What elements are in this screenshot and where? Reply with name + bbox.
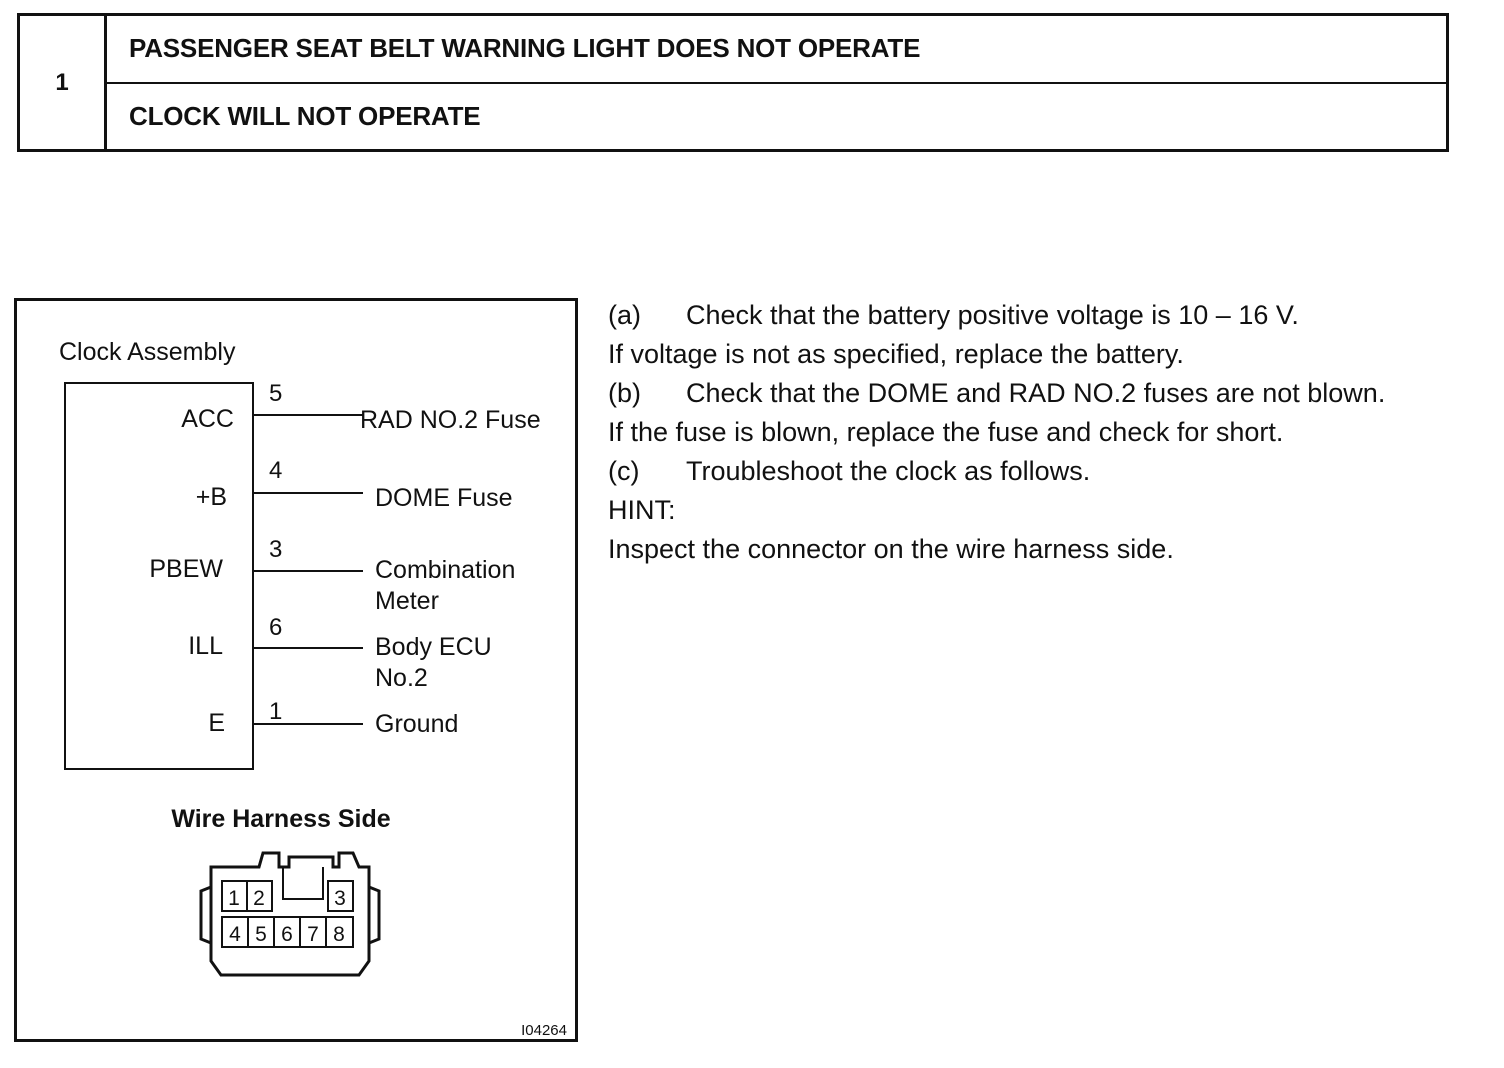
step-a-label: (a) [608,300,641,330]
connector-drawing [201,853,379,975]
pin-number: 8 [333,923,345,946]
step-b-text: Check that the DOME and RAD NO.2 fuses are not blown. [686,378,1386,408]
pin-number: 4 [229,923,241,946]
figure-code: I04264 [521,1022,567,1039]
step-c-label: (c) [608,456,640,486]
pin-number: 6 [281,923,293,946]
header-table [17,13,1449,152]
terminal-acc-pin: 5 [269,380,283,407]
diagram-svg [17,301,581,1045]
step-number: 1 [20,16,107,149]
hint-text: Inspect the connector on the wire harness side. [608,534,1174,564]
terminal-ill-dest: Body ECU [375,633,492,661]
clock-assembly-title: Clock Assembly [59,338,236,366]
terminal-pbew-dest-line2: Meter [375,587,439,615]
instructions [608,296,1450,569]
connector-key [283,867,323,899]
terminal-acc-label: ACC [181,405,234,433]
header-rows [107,16,1446,149]
pin-number: 1 [228,887,240,910]
step-a-note: If voltage is not as specified, replace the battery. [608,339,1184,369]
terminal-b-label: +B [195,483,227,511]
terminal-e-pin: 1 [269,698,283,725]
step-c-text: Troubleshoot the clock as follows. [686,456,1091,486]
terminal-ill-dest-line2: No.2 [375,664,428,692]
symptom-seat-belt-light: PASSENGER SEAT BELT WARNING LIGHT DOES NOT OPERATE [129,33,921,64]
terminal-acc-dest: RAD NO.2 Fuse [360,406,541,434]
wire-harness-title: Wire Harness Side [171,805,391,833]
terminal-b-dest: DOME Fuse [375,484,513,512]
terminal-ill-pin: 6 [269,614,283,641]
terminal-pbew-label: PBEW [149,555,223,583]
pin-number: 7 [307,923,319,946]
terminal-e-label: E [208,709,225,737]
pin-number: 2 [253,887,265,910]
terminal-ill-label: ILL [188,632,223,660]
terminal-pbew-dest: Combination [375,556,516,584]
terminal-e-dest: Ground [375,710,459,738]
step-b-label: (b) [608,378,641,408]
step-a-text: Check that the battery positive voltage is 10 – 16 V. [686,300,1299,330]
hint-label: HINT: [608,495,676,525]
step-a [608,296,1450,335]
pin-number: 5 [255,923,267,946]
terminal-pbew-pin: 3 [269,536,283,563]
pin-number: 3 [334,887,346,910]
step-b [608,374,1450,413]
step-b-note: If the fuse is blown, replace the fuse and check for short. [608,417,1284,447]
connector-outline [211,853,369,975]
symptom-clock: CLOCK WILL NOT OPERATE [107,82,1446,150]
wiring-diagram [14,298,578,1042]
terminal-b-pin: 4 [269,457,283,484]
step-c [608,452,1450,491]
